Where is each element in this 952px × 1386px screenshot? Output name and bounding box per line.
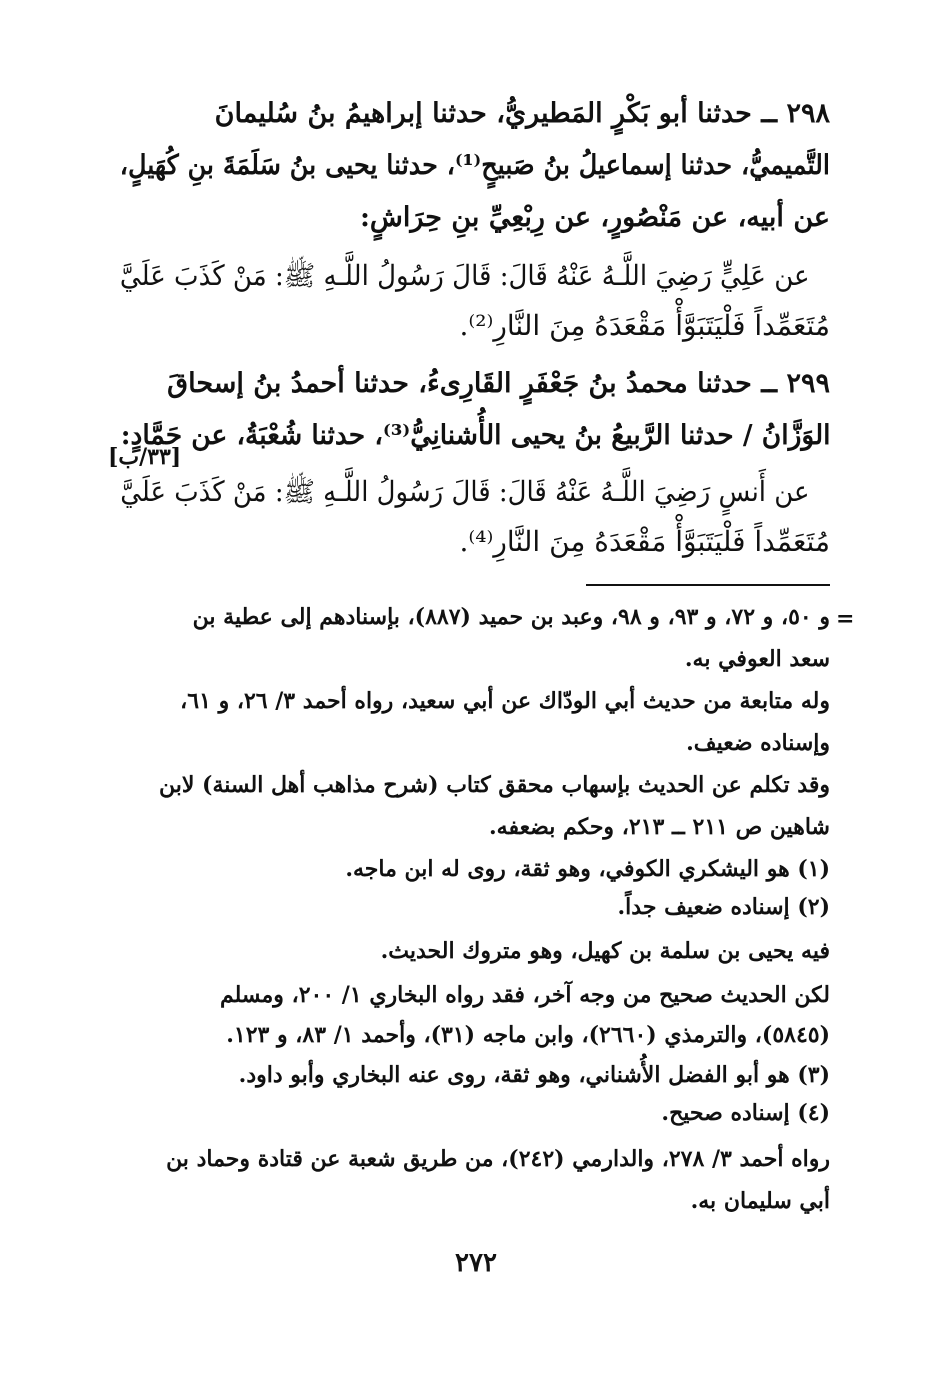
text-line: مُتَعَمِّداً فَلْيَتَبَوَّأْ مَقْعَدَهُ مِنَ النَّارِ⁽⁴⁾. [459, 525, 830, 558]
text-line: عن أَنسٍ رَضِيَ اللَّـهُ عَنْهُ قَالَ: قَالَ رَسُولُ اللَّـهِ ﷺ: مَنْ كَذَبَ عَلَيَّ [120, 475, 810, 508]
text-line: عن أبيه، عن مَنْصُورٍ، عن رِبْعِيِّ بنِ حِرَاشٍ: [359, 202, 830, 233]
text-line: التَّميميُّ، حدثنا إسماعيلُ بنُ صَبيحٍ⁽¹⁾، حدثنا يحيى بنُ سَلَمَةَ بنِ كُهَيلٍ، [119, 150, 830, 181]
footnote-line: (٥٨٤٥)، والترمذي (٢٦٦٠)، وابن ماجه (٣١)، وأحمد ١/ ٨٣، و ١٢٣. [226, 1022, 830, 1048]
manuscript-folio-note: [٣٣/ب] [108, 444, 182, 470]
footnote-line: لكن الحديث صحيح من وجه آخر، فقد رواه البخاري ١/ ٢٠٠، ومسلم [219, 982, 830, 1008]
text-line: ٢٩٨ ــ حدثنا أبو بَكْرٍ المَطيريُّ، حدثنا إبراهيمُ بنُ سُليمانَ [214, 98, 830, 129]
footnote-line: وإسناده ضعيف. [686, 730, 830, 756]
text-line: عن عَلِيٍّ رَضِيَ اللَّـهُ عَنْهُ قَالَ: قَالَ رَسُولُ اللَّـهِ ﷺ: مَنْ كَذَبَ عَلَيَّ [120, 259, 810, 292]
continuation-mark: = [836, 606, 855, 632]
footnote-line: فيه يحيى بن سلمة بن كهيل، وهو متروك الحديث. [380, 938, 830, 964]
footnote-line: (١) هو اليشكري الكوفي، وهو ثقة، روى له ابن ماجه. [345, 856, 830, 882]
text-line: ٢٩٩ ــ حدثنا محمدُ بنُ جَعْفَرٍ القَارِىءُ، حدثنا أحمدُ بنُ إسحاقَ [167, 368, 830, 399]
text-line: الوَزَّانُ / حدثنا الرَّبيعُ بنُ يحيى الأُشنانِيُّ⁽³⁾، حدثنا شُعْبَةُ، عن حَمَّادٍ: [120, 420, 830, 451]
footnote-line: سعد العوفي به. [684, 646, 830, 672]
footnote-line: (٢) إسناده ضعيف جداً. [617, 894, 830, 920]
footnote-line: وله متابعة من حديث أبي الودّاك عن أبي سعيد، رواه أحمد ٣/ ٢٦، و ٦١، [180, 688, 830, 714]
footnote-line: (٣) هو أبو الفضل الأُشناني، وهو ثقة، روى عنه البخاري وأبو داود. [238, 1062, 830, 1088]
footnote-separator [586, 584, 830, 586]
footnote-line: و ٥٠، و ٧٢، و ٩٣، و ٩٨، وعبد بن حميد (٨٨٧)، بإسنادهم إلى عطية بن [192, 604, 830, 630]
footnote-line: شاهين ص ٢١١ ــ ٢١٣، وحكم بضعفه. [488, 814, 830, 840]
page-number: ٢٧٢ [455, 1248, 497, 1278]
footnote-line: (٤) إسناده صحيح. [661, 1100, 830, 1126]
footnote-line: أبي سليمان به. [690, 1188, 830, 1214]
footnote-line: وقد تكلم عن الحديث بإسهاب محقق كتاب (شرح مذاهب أهل السنة) لابن [158, 772, 830, 798]
text-line: مُتَعَمِّداً فَلْيَتَبَوَّأْ مَقْعَدَهُ مِنَ النَّارِ⁽²⁾. [459, 309, 830, 342]
footnote-line: رواه أحمد ٣/ ٢٧٨، والدارمي (٢٤٢)، من طريق شعبة عن قتادة وحماد بن [166, 1146, 830, 1172]
